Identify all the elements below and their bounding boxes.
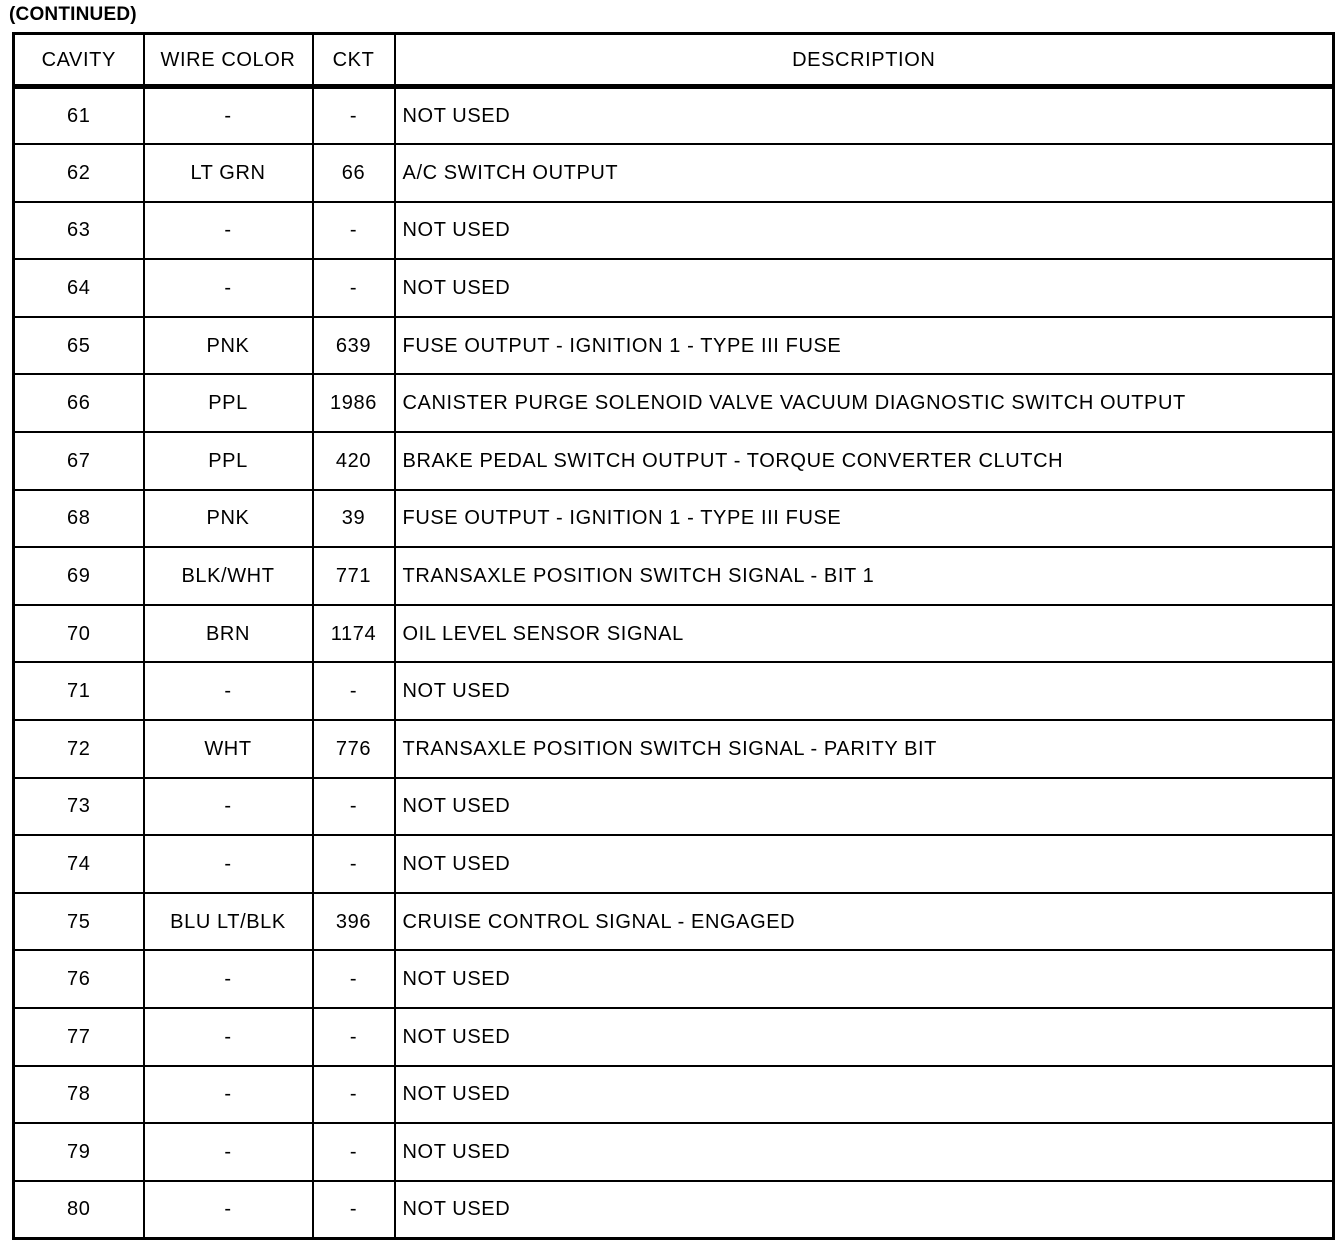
ckt-cell: 1174: [313, 605, 395, 663]
description-cell: NOT USED: [395, 259, 1334, 317]
wire-color-cell: -: [144, 950, 313, 1008]
wire-color-cell: BRN: [144, 605, 313, 663]
cavity-table: [12, 32, 1335, 1240]
header-row: [14, 34, 1334, 87]
cavity-cell: 72: [14, 720, 144, 778]
wire-color-cell: PNK: [144, 317, 313, 375]
wire-color-cell: -: [144, 662, 313, 720]
cavity-cell: 62: [14, 144, 144, 202]
table-row: [14, 893, 1334, 951]
description-cell: NOT USED: [395, 1123, 1334, 1181]
description-cell: TRANSAXLE POSITION SWITCH SIGNAL - BIT 1: [395, 547, 1334, 605]
description-cell: NOT USED: [395, 202, 1334, 260]
table-row: [14, 432, 1334, 490]
cavity-cell: 68: [14, 490, 144, 548]
ckt-cell: 639: [313, 317, 395, 375]
table-row: [14, 662, 1334, 720]
cavity-cell: 66: [14, 374, 144, 432]
cavity-cell: 76: [14, 950, 144, 1008]
ckt-cell: 776: [313, 720, 395, 778]
description-cell: OIL LEVEL SENSOR SIGNAL: [395, 605, 1334, 663]
cavity-cell: 63: [14, 202, 144, 260]
description-cell: NOT USED: [395, 87, 1334, 145]
table-header: [14, 34, 1334, 87]
ckt-cell: -: [313, 87, 395, 145]
wire-color-cell: WHT: [144, 720, 313, 778]
description-cell: CRUISE CONTROL SIGNAL - ENGAGED: [395, 893, 1334, 951]
description-cell: TRANSAXLE POSITION SWITCH SIGNAL - PARITY BIT: [395, 720, 1334, 778]
description-cell: BRAKE PEDAL SWITCH OUTPUT - TORQUE CONVERTER CLUTCH: [395, 432, 1334, 490]
ckt-cell: -: [313, 1066, 395, 1124]
wire-color-cell: -: [144, 1123, 313, 1181]
wire-color-cell: PNK: [144, 490, 313, 548]
table-row: [14, 835, 1334, 893]
cavity-cell: 73: [14, 778, 144, 836]
ckt-cell: 66: [313, 144, 395, 202]
table-row: [14, 1123, 1334, 1181]
description-cell: A/C SWITCH OUTPUT: [395, 144, 1334, 202]
description-cell: NOT USED: [395, 835, 1334, 893]
ckt-cell: -: [313, 950, 395, 1008]
cavity-cell: 61: [14, 87, 144, 145]
wire-color-cell: BLU LT/BLK: [144, 893, 313, 951]
ckt-cell: 396: [313, 893, 395, 951]
description-cell: CANISTER PURGE SOLENOID VALVE VACUUM DIAGNOSTIC SWITCH OUTPUT: [395, 374, 1334, 432]
ckt-cell: 39: [313, 490, 395, 548]
table-row: [14, 490, 1334, 548]
description-cell: FUSE OUTPUT - IGNITION 1 - TYPE III FUSE: [395, 317, 1334, 375]
table-body: [14, 87, 1334, 1239]
wire-color-cell: -: [144, 202, 313, 260]
description-cell: NOT USED: [395, 950, 1334, 1008]
table-row: [14, 317, 1334, 375]
table-row: [14, 605, 1334, 663]
cavity-cell: 69: [14, 547, 144, 605]
cavity-cell: 75: [14, 893, 144, 951]
column-header-ckt: CKT: [313, 34, 395, 87]
table-row: [14, 259, 1334, 317]
wire-color-cell: -: [144, 1008, 313, 1066]
ckt-cell: -: [313, 1123, 395, 1181]
continued-label: (CONTINUED): [9, 4, 137, 25]
wire-color-cell: PPL: [144, 374, 313, 432]
description-cell: NOT USED: [395, 662, 1334, 720]
table-row: [14, 547, 1334, 605]
ckt-cell: -: [313, 835, 395, 893]
ckt-cell: -: [313, 1181, 395, 1239]
cavity-cell: 65: [14, 317, 144, 375]
table-row: [14, 778, 1334, 836]
ckt-cell: -: [313, 259, 395, 317]
ckt-cell: 771: [313, 547, 395, 605]
ckt-cell: -: [313, 662, 395, 720]
wire-color-cell: PPL: [144, 432, 313, 490]
ckt-cell: -: [313, 202, 395, 260]
wire-color-cell: -: [144, 778, 313, 836]
wire-color-cell: -: [144, 87, 313, 145]
ckt-cell: -: [313, 778, 395, 836]
description-cell: NOT USED: [395, 778, 1334, 836]
ckt-cell: 420: [313, 432, 395, 490]
column-header-wire-color: WIRE COLOR: [144, 34, 313, 87]
cavity-cell: 74: [14, 835, 144, 893]
wire-color-cell: BLK/WHT: [144, 547, 313, 605]
description-cell: NOT USED: [395, 1181, 1334, 1239]
cavity-cell: 67: [14, 432, 144, 490]
column-header-cavity: CAVITY: [14, 34, 144, 87]
cavity-cell: 70: [14, 605, 144, 663]
description-cell: NOT USED: [395, 1008, 1334, 1066]
cavity-cell: 79: [14, 1123, 144, 1181]
table-row: [14, 1066, 1334, 1124]
cavity-cell: 77: [14, 1008, 144, 1066]
ckt-cell: 1986: [313, 374, 395, 432]
description-cell: NOT USED: [395, 1066, 1334, 1124]
description-cell: FUSE OUTPUT - IGNITION 1 - TYPE III FUSE: [395, 490, 1334, 548]
cavity-cell: 64: [14, 259, 144, 317]
table-row: [14, 720, 1334, 778]
ckt-cell: -: [313, 1008, 395, 1066]
wire-color-cell: -: [144, 259, 313, 317]
table-row: [14, 374, 1334, 432]
wire-color-cell: -: [144, 1181, 313, 1239]
table-row: [14, 1008, 1334, 1066]
wire-color-cell: LT GRN: [144, 144, 313, 202]
cavity-cell: 78: [14, 1066, 144, 1124]
wire-color-cell: -: [144, 835, 313, 893]
table-row: [14, 950, 1334, 1008]
table-row: [14, 1181, 1334, 1239]
cavity-cell: 80: [14, 1181, 144, 1239]
table-row: [14, 202, 1334, 260]
table-row: [14, 87, 1334, 145]
table-row: [14, 144, 1334, 202]
wire-color-cell: -: [144, 1066, 313, 1124]
cavity-cell: 71: [14, 662, 144, 720]
column-header-description: DESCRIPTION: [395, 34, 1334, 87]
